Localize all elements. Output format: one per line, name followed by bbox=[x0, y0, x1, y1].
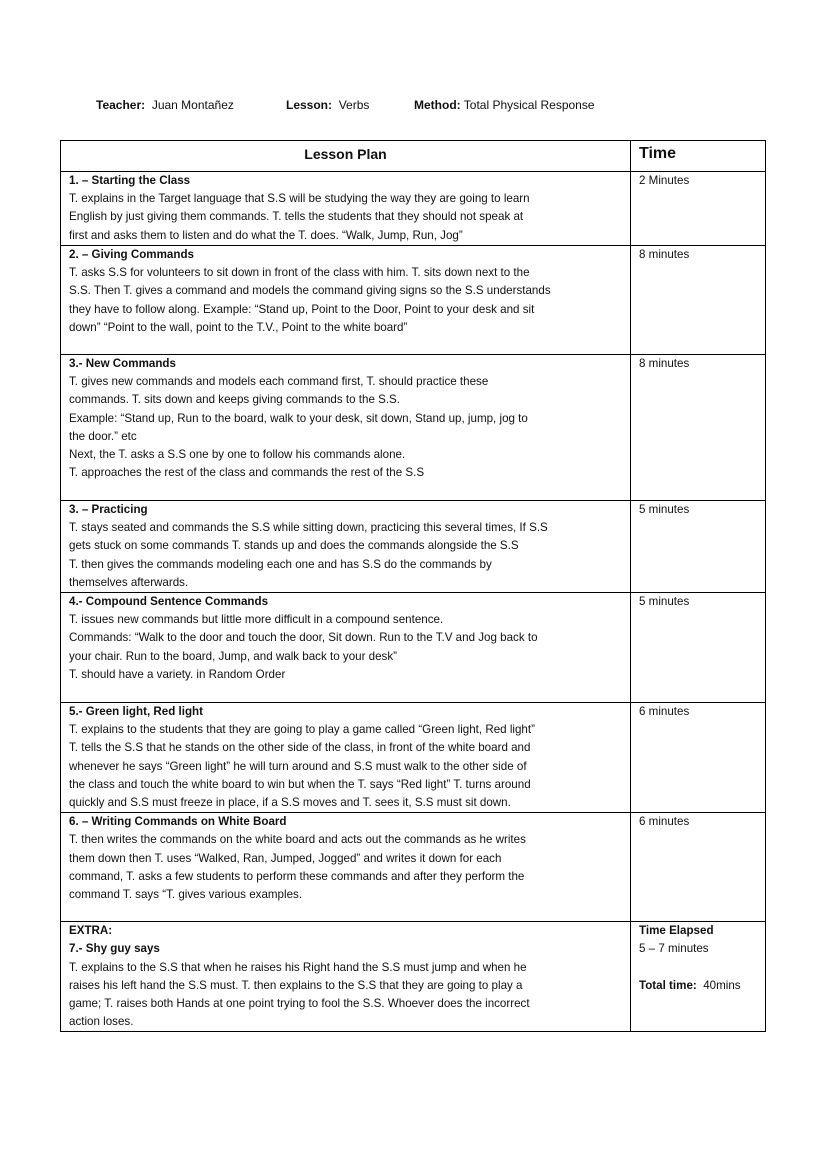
section-text-line: T. then writes the commands on the white board and acts out the commands as he writes bbox=[69, 833, 526, 847]
section-text-line: gets stuck on some commands T. stands up and does the commands alongside the S.S bbox=[69, 539, 519, 553]
section-text-line: T. tells the S.S that he stands on the other side of the class, in front of the white board and bbox=[69, 741, 531, 755]
section-text-line: they have to follow along. Example: “Stand up, Point to the Door, Point to your desk and sit bbox=[69, 302, 535, 316]
section-text-line: first and asks them to listen and do what the T. does. “Walk, Jump, Run, Jog” bbox=[69, 228, 463, 242]
lesson-section-row bbox=[61, 172, 766, 246]
time-elapsed-label: Time Elapsed bbox=[639, 924, 714, 938]
section-title: 1. – Starting the Class bbox=[69, 174, 191, 187]
col-header-time: Time bbox=[631, 141, 766, 172]
extra-line: T. explains to the S.S that when he raises his Right hand the S.S must jump and when he bbox=[69, 960, 527, 974]
section-text-line: T. then gives the commands modeling each one and has S.S do the commands by bbox=[69, 557, 492, 571]
section-time: 5 minutes bbox=[631, 593, 766, 703]
lesson-section-row bbox=[61, 355, 766, 501]
extra-line: action loses. bbox=[69, 1015, 134, 1029]
col-header-plan: Lesson Plan bbox=[61, 141, 631, 172]
method-label: Method: bbox=[414, 98, 461, 112]
section-content-cell bbox=[61, 355, 631, 501]
lesson-section-row bbox=[61, 703, 766, 813]
method-value: Total Physical Response bbox=[463, 98, 595, 112]
section-text-line: command T. says “T. gives various examples. bbox=[69, 888, 303, 902]
section-text-line: command, T. asks a few students to perform these commands and after they perform the bbox=[69, 869, 525, 883]
document-header bbox=[96, 98, 595, 112]
section-text-line: T. issues new commands but little more difficult in a compound sentence. bbox=[69, 613, 444, 627]
time-elapsed-value: 5 – 7 minutes bbox=[639, 942, 709, 956]
section-title: 6. – Writing Commands on White Board bbox=[69, 815, 287, 829]
extra-title: 7.- Shy guy says bbox=[69, 942, 160, 956]
section-text-line: T. asks S.S for volunteers to sit down in front of the class with him. T. sits down next to the bbox=[69, 266, 530, 280]
section-text-line: T. should have a variety. in Random Order bbox=[69, 667, 286, 681]
section-text-line: T. stays seated and commands the S.S while sitting down, practicing this several times, If S.S bbox=[69, 521, 548, 535]
section-title: 4.- Compound Sentence Commands bbox=[69, 595, 269, 609]
extra-line: game; T. raises both Hands at one point trying to fool the S.S. Whoever does the incorrect bbox=[69, 997, 530, 1011]
section-text-line: T. gives new commands and models each command first, T. should practice these bbox=[69, 375, 489, 389]
section-text-line: your chair. Run to the board, Jump, and walk back to your desk” bbox=[69, 649, 398, 663]
extra-row bbox=[61, 922, 766, 1032]
section-time: 5 minutes bbox=[631, 501, 766, 593]
lesson-section-row bbox=[61, 593, 766, 703]
section-content-cell bbox=[61, 501, 631, 593]
lesson-label: Lesson: bbox=[286, 98, 333, 112]
lesson-section-row bbox=[61, 813, 766, 922]
lesson-field bbox=[286, 98, 414, 112]
section-text-line: Example: “Stand up, Run to the board, walk to your desk, sit down, Stand up, jump, jog to bbox=[69, 411, 528, 425]
teacher-label: Teacher: bbox=[96, 98, 146, 112]
lesson-value: Verbs bbox=[338, 98, 370, 112]
section-text-line: quickly and S.S must freeze in place, if a S.S moves and T. sees it, S.S must sit down. bbox=[69, 796, 511, 810]
section-text-line: the class and touch the white board to win but when the T. says “Red light” T. turns around bbox=[69, 777, 531, 791]
extra-time-cell bbox=[631, 922, 766, 1032]
table-header-row bbox=[61, 141, 766, 172]
lesson-plan-table bbox=[60, 140, 766, 1032]
section-time: 8 minutes bbox=[631, 246, 766, 355]
section-text-line: the door.” etc bbox=[69, 429, 137, 443]
section-content-cell bbox=[61, 172, 631, 246]
section-text-line: English by just giving them commands. T. tells the students that they should not speak at bbox=[69, 210, 524, 224]
section-text-line: Commands: “Walk to the door and touch the door, Sit down. Run to the T.V and Jog back to bbox=[69, 631, 538, 645]
section-time: 8 minutes bbox=[631, 355, 766, 501]
section-content-cell bbox=[61, 593, 631, 703]
section-title: 2. – Giving Commands bbox=[69, 248, 194, 261]
method-field bbox=[414, 98, 595, 112]
extra-label: EXTRA: bbox=[69, 924, 113, 938]
lesson-section-row bbox=[61, 246, 766, 355]
section-content-cell bbox=[61, 703, 631, 813]
section-text-line: whenever he says “Green light” he will turn around and S.S must walk to the other side of bbox=[69, 759, 527, 773]
section-text-line: themselves afterwards. bbox=[69, 575, 189, 589]
total-time-value: 40mins bbox=[703, 978, 741, 992]
section-title: 5.- Green light, Red light bbox=[69, 705, 203, 719]
section-text-line: S.S. Then T. gives a command and models the command giving signs so the S.S understands bbox=[69, 284, 551, 298]
section-text-line: them down then T. uses “Walked, Ran, Jumped, Jogged” and writes it down for each bbox=[69, 851, 502, 865]
section-content-cell bbox=[61, 246, 631, 355]
extra-line: raises his left hand the S.S must. T. then explains to the S.S that they are going to play a bbox=[69, 978, 523, 992]
section-text-line: T. explains to the students that they are going to play a game called “Green light, Red light” bbox=[69, 723, 535, 737]
section-title: 3.- New Commands bbox=[69, 357, 176, 370]
section-text-line: T. approaches the rest of the class and commands the rest of the S.S bbox=[69, 466, 425, 480]
section-text-line: Next, the T. asks a S.S one by one to follow his commands alone. bbox=[69, 448, 406, 462]
section-time: 6 minutes bbox=[631, 703, 766, 813]
section-text-line: T. explains in the Target language that S.S will be studying the way they are going to learn bbox=[69, 192, 530, 206]
section-time: 2 Minutes bbox=[631, 172, 766, 246]
total-time bbox=[639, 977, 757, 995]
section-text-line: commands. T. sits down and keeps giving commands to the S.S. bbox=[69, 393, 401, 407]
section-content-cell bbox=[61, 813, 631, 922]
teacher-field bbox=[96, 98, 286, 112]
teacher-value: Juan Montañez bbox=[151, 98, 234, 112]
lesson-section-row bbox=[61, 501, 766, 593]
extra-cell bbox=[61, 922, 631, 1032]
total-time-label: Total time: bbox=[639, 978, 697, 992]
section-time: 6 minutes bbox=[631, 813, 766, 922]
section-text-line: down” “Point to the wall, point to the T.V., Point to the white board” bbox=[69, 320, 408, 334]
section-title: 3. – Practicing bbox=[69, 503, 148, 516]
